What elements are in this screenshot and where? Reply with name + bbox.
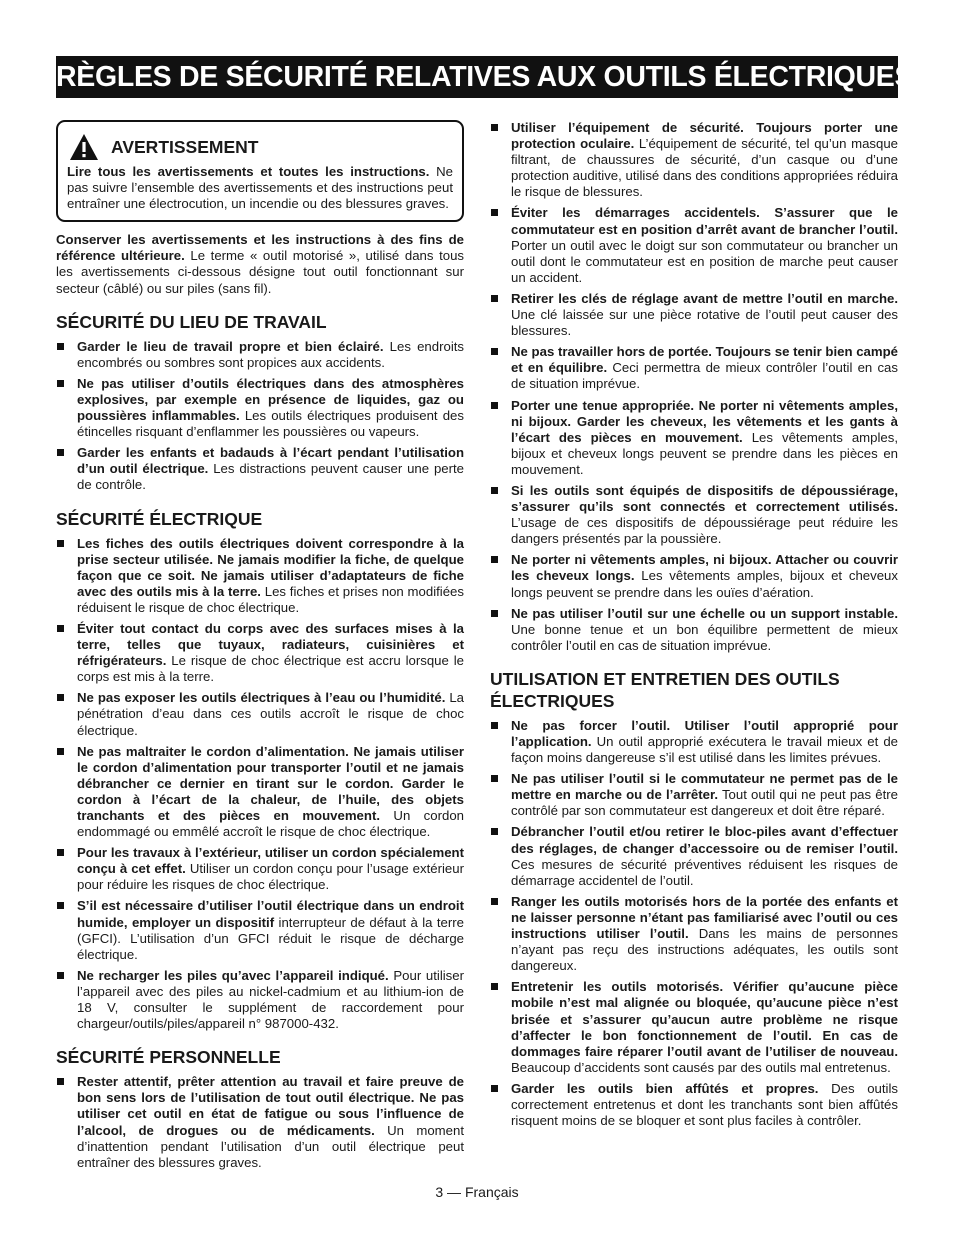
list-item xyxy=(56,339,464,371)
bullet-square-icon xyxy=(57,625,64,632)
item-body-text: Ceci permettra de mieux contrôler l’outil en cas de situation imprévue. xyxy=(511,360,898,392)
list-item xyxy=(56,690,464,738)
item-bold-text: S’il est nécessaire d’utiliser l’outil électrique dans un endroit humide, employer un dispositif xyxy=(77,898,464,930)
item-body-text: Les vêtements amples, bijoux et cheveux longs peuvent se prendre dans les ouïes d’aération. xyxy=(511,568,898,600)
item-bold-text: Ne recharger les piles qu’avec l’appareil indiqué. xyxy=(77,967,389,983)
list-item xyxy=(490,344,898,392)
list-item xyxy=(490,894,898,974)
bullet-square-icon xyxy=(491,1085,498,1092)
item-body-text: Les distractions peuvent causer une perte de contrôle. xyxy=(77,461,465,493)
item-body-text: Pour utiliser l’appareil avec des piles au nickel-cadmium et au lithium-ion de 18 V, consulter le supplément de raccordement pour chargeur/outils/piles/appareil n° 987000-432. xyxy=(77,967,464,1032)
bullet-square-icon xyxy=(57,902,64,909)
item-bold-text: Entretenir les outils motorisés. Vérifier qu’aucune pièce mobile n’est mal alignée ou bloquée, qu’aucune pièce n’est brisée et s’assurer qu’aucun autre problème ne risque d’affecter le bon fonctionnement de l’outil. En cas de dommages faire réparer l’outil avant de l’utiliser de nouveau. xyxy=(511,979,898,1059)
section-heading-personal: SÉCURITÉ PERSONNELLE xyxy=(56,1047,281,1068)
bullet-square-icon xyxy=(491,124,498,131)
item-bold-text: Retirer les clés de réglage avant de mettre l’outil en marche. xyxy=(511,290,898,306)
bullet-square-icon xyxy=(57,540,64,547)
workplace-list xyxy=(56,339,464,494)
bullet-square-icon xyxy=(491,898,498,905)
list-item xyxy=(490,718,898,766)
personal-list-part1 xyxy=(56,1074,464,1171)
item-body-text: interrupteur de défaut à la terre (GFCI). L’utilisation d’un GFCI réduit le risque de décharge électrique. xyxy=(77,914,465,962)
intro-bold: Conserver les avertissements et les instructions à des fins de référence ultérieure. xyxy=(56,232,464,264)
warning-bold: Lire tous les avertissements et toutes les instructions. xyxy=(67,164,430,179)
item-bold-text: Garder le lieu de travail propre et bien éclairé. xyxy=(77,338,384,354)
item-bold-text: Éviter les démarrages accidentels. S’assurer que le commutateur est en position d’arrêt avant de brancher l’outil. xyxy=(511,205,898,237)
warning-heading: AVERTISSEMENT xyxy=(111,136,259,157)
item-bold-text: Débrancher l’outil et/ou retirer le bloc-piles avant d’effectuer des réglages, de changer d’accessoire ou de remiser l’outil. xyxy=(511,824,898,856)
section-heading-electrical: SÉCURITÉ ÉLECTRIQUE xyxy=(56,508,263,529)
item-body-text: Des outils correctement entretenus et dont les tranchants sont bien affûtés risquent moins de se bloquer et sont plus faciles à contrôler. xyxy=(511,1080,898,1129)
page-title: RÈGLES DE SÉCURITÉ RELATIVES AUX OUTILS ÉLECTRIQUES xyxy=(56,56,898,98)
bullet-square-icon xyxy=(491,610,498,617)
bullet-square-icon xyxy=(491,775,498,782)
intro-body: Le terme « outil motorisé », utilisé dans tous les avertissements ci-dessous désigne tout outil fonctionnant sur secteur (câblé) ou sur piles (sans fil). xyxy=(56,248,464,296)
item-body-text: Le risque de choc électrique est accru lorsque le corps est mis à la terre. xyxy=(77,653,464,685)
item-body-text: Les outils électriques produisent des étincelles risquant d’enflammer les poussières ou vapeurs. xyxy=(77,408,464,440)
item-body-text: Les fiches et prises non modifiées réduisent le risque de choc électrique. xyxy=(77,583,464,615)
list-item xyxy=(56,845,464,893)
right-column xyxy=(490,120,898,1134)
list-item xyxy=(490,771,898,819)
item-bold-text: Ne pas exposer les outils électriques à l’eau ou l’humidité. xyxy=(77,690,446,706)
list-item xyxy=(490,398,898,478)
item-bold-text: Ne pas utiliser l’outil sur une échelle ou un support instable. xyxy=(511,605,898,621)
bullet-square-icon xyxy=(491,556,498,563)
bullet-square-icon xyxy=(57,748,64,755)
list-item xyxy=(490,1081,898,1129)
item-body-text: Un outil approprié exécutera le travail mieux et de façon moins dangereuse s’il est utilisé dans les limites prévues. xyxy=(511,734,898,766)
list-item xyxy=(56,621,464,685)
item-bold-text: Ne pas maltraiter le cordon d’alimentation. Ne jamais utiliser le cordon d’alimentation pour transporter l’outil et ne jamais débrancher ce dernier en tirant sur le cordon. Garder le cordon à l’écart de la chaleur, de l’huile, des objets tranchants et des pièces en mouvement. xyxy=(77,743,464,823)
section-heading-workplace: SÉCURITÉ DU LIEU DE TRAVAIL xyxy=(56,311,327,332)
item-bold-text: Ne pas forcer l’outil. Utiliser l’outil approprié pour l’application. xyxy=(511,717,898,749)
bullet-square-icon xyxy=(491,348,498,355)
intro-text xyxy=(56,232,464,296)
warning-header xyxy=(67,132,453,162)
list-item xyxy=(56,536,464,616)
bullet-square-icon xyxy=(491,402,498,409)
bullet-square-icon xyxy=(491,722,498,729)
warning-triangle-icon xyxy=(69,133,99,161)
bullet-square-icon xyxy=(491,295,498,302)
item-bold-text: Ne pas travailler hors de portée. Toujours se tenir bien campé et en équilibre. xyxy=(511,344,898,376)
bullet-square-icon xyxy=(57,380,64,387)
list-item xyxy=(56,1074,464,1171)
warning-text xyxy=(67,164,453,212)
item-bold-text: Garder les enfants et badauds à l’écart pendant l’utilisation d’un outil électrique. xyxy=(77,445,464,477)
item-body-text: Les vêtements amples, bijoux et cheveux longs peuvent se prendre dans les pièces en mouvement. xyxy=(511,429,898,477)
bullet-square-icon xyxy=(57,1078,64,1085)
item-body-text: Dans les mains de personnes n’ayant pas reçu des instructions adéquates, les outils sont dangereux. xyxy=(511,926,898,974)
page-footer: 3 — Français xyxy=(435,1184,519,1200)
bullet-square-icon xyxy=(57,343,64,350)
list-item xyxy=(490,979,898,1076)
list-item xyxy=(490,205,898,285)
bullet-square-icon xyxy=(491,487,498,494)
item-body-text: Tout outil qui ne peut pas être contrôlé par son commutateur est dangereux et doit être réparé. xyxy=(511,787,898,819)
item-body-text: Ces mesures de sécurité préventives réduisent les risques de démarrage accidentel de l’outil. xyxy=(511,856,898,888)
list-item xyxy=(490,483,898,547)
section-heading-usage: UTILISATION ET ENTRETIEN DES OUTILS ÉLECTRIQUES xyxy=(490,668,840,711)
list-item xyxy=(490,606,898,654)
item-body-text: Beaucoup d’accidents sont causés par des outils mal entretenus. xyxy=(511,1059,891,1075)
item-body-text: Une clé laissée sur une pièce rotative de l’outil peut causer des blessures. xyxy=(511,307,898,339)
list-item xyxy=(490,291,898,339)
item-bold-text: Rester attentif, prêter attention au travail et faire preuve de bon sens lors de l’utilisation de tout outil électrique. Ne pas utiliser cet outil en état de fatigue ou sous l’influence de l’alcool, de drogues ou de médicaments. xyxy=(77,1074,464,1138)
left-column xyxy=(56,120,464,1176)
item-body-text: La pénétration d’eau dans ces outils accroît le risque de choc électrique. xyxy=(77,690,465,738)
list-item xyxy=(56,898,464,962)
bullet-square-icon xyxy=(491,828,498,835)
item-body-text: Les endroits encombrés ou sombres sont propices aux accidents. xyxy=(77,338,465,370)
item-body-text: L’équipement de sécurité, tel qu’un masque filtrant, de chaussures de sécurité, d’un casque ou d’une protection auditive, utilisé dans des conditions appropriées réduira le risque de blessures. xyxy=(511,136,898,200)
list-item xyxy=(56,968,464,1032)
item-body-text: Un moment d’inattention pendant l’utilisation d’un outil électrique peut entraîner des blessures graves. xyxy=(77,1122,464,1170)
item-bold-text: Ranger les outils motorisés hors de la portée des enfants et ne laisser personne n’étant pas familiarisé avec l’outil ou ces instructions utiliser l’outil. xyxy=(511,893,898,942)
item-body-text: Utiliser un cordon conçu pour l’usage extérieur pour réduire les risques de choc électrique. xyxy=(77,861,464,893)
item-body-text: Porter un outil avec le doigt sur son commutateur ou brancher un outil dont le commutateur est en position de marche peut causer un accident. xyxy=(511,237,898,285)
item-bold-text: Utiliser l’équipement de sécurité. Toujours porter une protection oculaire. xyxy=(511,120,898,152)
item-bold-text: Les fiches des outils électriques doivent correspondre à la prise secteur utilisée. Ne jamais modifier la fiche, de quelque façon que ce soit. Ne jamais utiliser d’adaptateurs de fiche avec des outils mis à la terre. xyxy=(77,535,464,599)
item-bold-text: Porter une tenue appropriée. Ne porter ni vêtements amples, ni bijoux. Garder les cheveux, les vêtements et les gants à l’écart des pièces en mouvement. xyxy=(511,397,898,445)
warning-box xyxy=(56,120,464,222)
item-bold-text: Pour les travaux à l’extérieur, utiliser un cordon spécialement conçu à cet effet. xyxy=(77,845,464,877)
bullet-square-icon xyxy=(57,972,64,979)
bullet-square-icon xyxy=(491,983,498,990)
item-body-text: Une bonne tenue et un bon équilibre permettent de mieux contrôler l’outil en cas de situation imprévue. xyxy=(511,621,898,653)
item-bold-text: Ne pas utiliser d’outils électriques dans des atmosphères explosives, par exemple en présence de liquides, gaz ou poussières inflammables. xyxy=(77,375,464,424)
item-bold-text: Ne porter ni vêtements amples, ni bijoux. Attacher ou couvrir les cheveux longs. xyxy=(511,552,898,584)
bullet-square-icon xyxy=(491,209,498,216)
list-item xyxy=(490,824,898,888)
list-item xyxy=(56,445,464,493)
item-bold-text: Si les outils sont équipés de dispositifs de dépoussiérage, s’assurer qu’ils sont connectés et correctement utilisés. xyxy=(511,482,898,515)
bullet-square-icon xyxy=(57,849,64,856)
list-item xyxy=(490,552,898,600)
electrical-list xyxy=(56,536,464,1033)
item-bold-text: Garder les outils bien affûtés et propres. xyxy=(511,1080,819,1096)
warning-body: Ne pas suivre l’ensemble des avertissements et des instructions peut entraîner une électrocution, un incendie ou des blessures graves. xyxy=(67,164,453,212)
item-body-text: L’usage de ces dispositifs de dépoussiérage peut réduire les dangers présentés par la poussière. xyxy=(511,515,898,547)
item-bold-text: Éviter tout contact du corps avec des surfaces mises à la terre, telles que tuyaux, radiateurs, cuisinières et réfrigérateurs. xyxy=(77,620,464,669)
item-bold-text: Ne pas utiliser l’outil si le commutateur ne permet pas de le mettre en marche ou de l’arrêter. xyxy=(511,771,898,803)
list-item xyxy=(490,120,898,200)
list-item xyxy=(56,744,464,841)
item-body-text: Un cordon endommagé ou emmêlé accroît le risque de choc électrique. xyxy=(77,808,465,840)
personal-list-part2 xyxy=(490,120,898,654)
bullet-square-icon xyxy=(57,694,64,701)
bullet-square-icon xyxy=(57,449,64,456)
list-item xyxy=(56,376,464,440)
usage-list xyxy=(490,718,898,1129)
